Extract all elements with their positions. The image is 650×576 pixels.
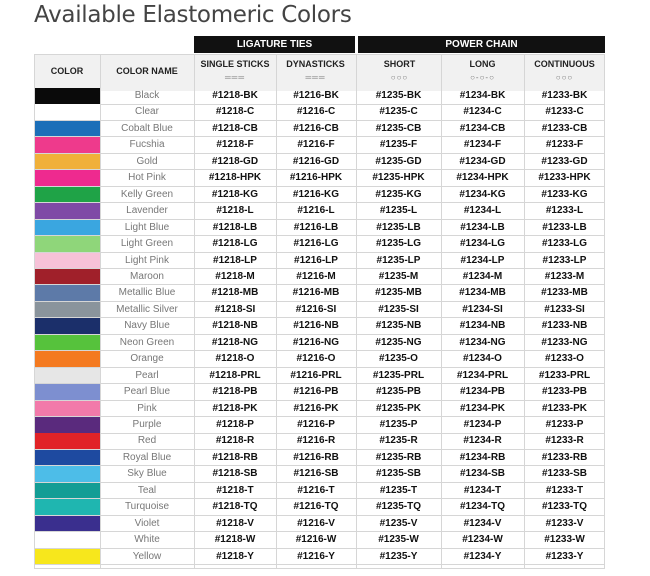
code-single-sticks: #1218-SI <box>214 303 256 315</box>
code-single-sticks: #1218-O <box>215 353 255 365</box>
color-name: Royal Blue <box>122 451 172 463</box>
code-long: #1234-NG <box>459 336 506 348</box>
code-dynasticks: #1216-NB <box>293 320 339 332</box>
column-divider <box>100 54 101 569</box>
code-dynasticks: #1216-M <box>296 270 336 282</box>
code-single-sticks: #1218-CB <box>212 122 258 134</box>
code-dynasticks: #1216-MB <box>292 287 340 299</box>
color-name: Sky Blue <box>127 468 167 480</box>
code-single-sticks: #1218-HPK <box>208 172 262 184</box>
header-color-name-label: COLOR NAME <box>116 66 178 76</box>
code-short: #1235-C <box>379 106 418 118</box>
code-continuous: #1233-HPK <box>538 172 591 184</box>
header-dynasticks-label: DYNASTICKS <box>286 59 345 69</box>
color-name: Hot Pink <box>128 172 166 184</box>
code-dynasticks: #1216-CB <box>293 122 339 134</box>
code-continuous: #1233-TQ <box>541 501 588 513</box>
color-name: Cobalt Blue <box>121 122 173 134</box>
column-divider <box>356 54 357 569</box>
header-single-sticks-label: SINGLE STICKS <box>200 59 270 69</box>
code-continuous: #1233-PB <box>541 386 588 398</box>
code-dynasticks: #1216-V <box>297 517 335 529</box>
color-name: Fucshia <box>129 139 165 151</box>
code-long: #1234-R <box>463 435 502 447</box>
code-dynasticks: #1216-KG <box>292 188 340 200</box>
column-divider <box>524 54 525 569</box>
code-continuous: #1233-LB <box>542 221 587 233</box>
code-short: #1235-P <box>379 419 418 430</box>
code-long: #1234-F <box>463 139 502 151</box>
header-color-label: COLOR <box>50 66 84 76</box>
code-short: #1235-GD <box>375 155 422 167</box>
code-single-sticks: #1218-RB <box>212 451 258 463</box>
code-continuous: #1233-GD <box>541 155 588 167</box>
code-dynasticks: #1216-SI <box>295 303 337 315</box>
code-continuous: #1233-W <box>544 534 585 546</box>
color-name: Orange <box>130 353 164 365</box>
code-single-sticks: #1218-C <box>215 106 255 118</box>
color-name: Navy Blue <box>124 320 170 332</box>
code-single-sticks: #1218-P <box>216 419 254 430</box>
color-name: Purple <box>132 419 162 430</box>
code-single-sticks: #1218-Y <box>216 550 254 562</box>
code-single-sticks: #1218-M <box>215 270 255 282</box>
code-single-sticks: #1218-NB <box>212 320 258 332</box>
code-short: #1235-MB <box>375 287 422 299</box>
code-long: #1234-V <box>463 517 502 529</box>
code-continuous: #1233-M <box>544 270 585 282</box>
code-single-sticks: #1218-KG <box>211 188 259 200</box>
code-short: #1235-NG <box>375 336 422 348</box>
code-dynasticks: #1216-HPK <box>289 172 343 184</box>
color-name: Light Pink <box>125 254 169 266</box>
code-single-sticks: #1218-F <box>216 139 254 151</box>
code-continuous: #1233-F <box>545 139 584 151</box>
code-dynasticks: #1216-GD <box>292 155 340 167</box>
code-continuous: #1233-NB <box>541 320 588 332</box>
code-single-sticks: #1218-SB <box>212 468 258 480</box>
code-single-sticks: #1218-BK <box>212 90 258 101</box>
code-short: #1235-O <box>379 353 418 365</box>
code-dynasticks: #1216-C <box>296 106 336 118</box>
code-long: #1234-TQ <box>459 501 506 513</box>
code-dynasticks: #1216-F <box>297 139 335 151</box>
code-continuous: #1233-Y <box>545 550 584 562</box>
color-name: Clear <box>135 106 159 118</box>
code-dynasticks: #1216-Y <box>297 550 335 562</box>
code-continuous: #1233-SI <box>544 303 585 315</box>
code-single-sticks: #1218-T <box>216 484 254 496</box>
code-dynasticks: #1216-TQ <box>293 501 339 513</box>
color-name: Turquoise <box>124 501 170 513</box>
code-long: #1234-MB <box>459 287 506 299</box>
code-short: #1235-L <box>379 205 418 217</box>
code-short: #1235-NB <box>375 320 422 332</box>
code-continuous: #1233-PRL <box>538 369 591 381</box>
code-short: #1235-T <box>379 484 418 496</box>
code-continuous: #1233-O <box>545 353 584 365</box>
code-dynasticks: #1216-T <box>297 484 335 496</box>
long-chain-icon: ○-○-○ <box>470 73 495 82</box>
color-name: Light Blue <box>124 221 170 233</box>
code-long: #1234-C <box>463 106 502 118</box>
code-long: #1234-W <box>462 534 503 546</box>
code-long: #1234-BK <box>459 90 506 101</box>
code-single-sticks: #1218-TQ <box>212 501 258 513</box>
code-single-sticks: #1218-V <box>216 517 254 529</box>
code-long: #1234-RB <box>459 451 506 463</box>
table-border <box>34 54 605 569</box>
color-name: Metallic Blue <box>118 287 176 299</box>
code-dynasticks: #1216-RB <box>293 451 339 463</box>
color-name: Violet <box>134 517 160 529</box>
code-short: #1235-SB <box>375 468 422 480</box>
code-dynasticks: #1216-NG <box>292 336 340 348</box>
code-short: #1235-F <box>379 139 418 151</box>
code-continuous: #1233-PK <box>541 402 588 414</box>
code-short: #1235-BK <box>375 90 422 101</box>
code-continuous: #1233-SB <box>541 468 588 480</box>
code-short: #1235-V <box>379 517 418 529</box>
code-continuous: #1233-P <box>545 419 584 430</box>
code-short: #1235-CB <box>375 122 422 134</box>
code-single-sticks: #1218-LB <box>212 221 258 233</box>
color-name: Gold <box>136 155 158 167</box>
color-name: Lavender <box>126 205 168 217</box>
color-name: Light Green <box>120 238 174 250</box>
code-short: #1235-R <box>379 435 418 447</box>
code-long: #1234-NB <box>459 320 506 332</box>
code-long: #1234-PRL <box>456 369 509 381</box>
code-continuous: #1233-BK <box>541 90 588 101</box>
code-short: #1235-LP <box>376 254 421 266</box>
color-name: Black <box>134 90 160 101</box>
code-long: #1234-LP <box>460 254 505 266</box>
code-long: #1234-T <box>463 484 502 496</box>
code-short: #1235-SI <box>378 303 419 315</box>
code-single-sticks: #1218-GD <box>211 155 259 167</box>
page-title: Available Elastomeric Colors <box>34 2 352 28</box>
color-name: Pearl <box>135 369 159 381</box>
code-dynasticks: #1216-PB <box>293 386 339 398</box>
dynastick-icon: ═══ <box>305 73 326 82</box>
code-single-sticks: #1218-PB <box>212 386 258 398</box>
ligature-ties-group-header: LIGATURE TIES <box>194 36 355 53</box>
code-single-sticks: #1218-R <box>215 435 255 447</box>
code-long: #1234-HPK <box>456 172 509 184</box>
color-name: Kelly Green <box>120 188 174 200</box>
code-continuous: #1233-NG <box>541 336 588 348</box>
code-continuous: #1233-KG <box>541 188 588 200</box>
code-continuous: #1233-C <box>545 106 584 118</box>
code-dynasticks: #1216-L <box>297 205 335 217</box>
code-long: #1234-O <box>463 353 502 365</box>
code-short: #1235-PK <box>375 402 422 414</box>
code-long: #1234-GD <box>459 155 506 167</box>
code-short: #1235-PB <box>375 386 422 398</box>
code-single-sticks: #1218-LG <box>212 238 258 250</box>
short-chain-icon: ○○○ <box>390 73 409 82</box>
code-long: #1234-LG <box>459 238 506 250</box>
color-name: White <box>134 534 160 546</box>
code-long: #1234-SB <box>459 468 506 480</box>
code-dynasticks: #1216-PRL <box>290 369 342 381</box>
code-continuous: #1233-MB <box>541 287 588 299</box>
code-single-sticks: #1218-MB <box>211 287 259 299</box>
code-single-sticks: #1218-LP <box>213 254 257 266</box>
code-dynasticks: #1216-W <box>295 534 337 546</box>
code-long: #1234-L <box>463 205 502 217</box>
code-short: #1235-PRL <box>372 369 425 381</box>
color-name: Red <box>137 435 157 447</box>
code-short: #1235-RB <box>375 451 422 463</box>
code-dynasticks: #1216-R <box>296 435 336 447</box>
code-continuous: #1233-V <box>545 517 584 529</box>
column-divider <box>441 54 442 569</box>
code-short: #1235-LB <box>376 221 421 233</box>
code-continuous: #1233-L <box>545 205 584 217</box>
code-short: #1235-M <box>378 270 419 282</box>
column-divider <box>194 54 195 569</box>
color-name: Pink <box>137 402 157 414</box>
code-dynasticks: #1216-LB <box>293 221 339 233</box>
header-short-label: SHORT <box>383 59 416 69</box>
code-continuous: #1233-R <box>545 435 584 447</box>
color-name: Maroon <box>130 270 164 282</box>
code-dynasticks: #1216-LP <box>294 254 338 266</box>
code-dynasticks: #1216-BK <box>293 90 339 101</box>
code-short: #1235-W <box>378 534 419 546</box>
power-chain-group-header: POWER CHAIN <box>358 36 605 53</box>
code-long: #1234-PB <box>459 386 506 398</box>
code-long: #1234-SI <box>462 303 503 315</box>
code-long: #1234-P <box>463 419 502 430</box>
code-dynasticks: #1216-PK <box>293 402 339 414</box>
column-divider <box>276 54 277 569</box>
code-long: #1234-CB <box>459 122 506 134</box>
code-long: #1234-KG <box>459 188 506 200</box>
code-short: #1235-HPK <box>372 172 425 184</box>
code-long: #1234-M <box>462 270 503 282</box>
code-continuous: #1233-LP <box>542 254 587 266</box>
code-continuous: #1233-LG <box>541 238 588 250</box>
code-dynasticks: #1216-P <box>297 419 335 430</box>
color-name: Teal <box>137 484 157 496</box>
code-short: #1235-LG <box>375 238 422 250</box>
code-short: #1235-TQ <box>375 501 422 513</box>
code-single-sticks: #1218-NG <box>211 336 259 348</box>
header-long-label: LONG <box>469 59 496 69</box>
code-short: #1235-KG <box>375 188 422 200</box>
code-dynasticks: #1216-SB <box>293 468 339 480</box>
code-single-sticks: #1218-W <box>214 534 256 546</box>
continuous-chain-icon: ○○○ <box>555 73 574 82</box>
color-name: Pearl Blue <box>123 386 171 398</box>
header-continuous-label: CONTINUOUS <box>534 59 595 69</box>
code-single-sticks: #1218-L <box>216 205 254 217</box>
code-dynasticks: #1216-LG <box>293 238 339 250</box>
code-long: #1234-PK <box>459 402 506 414</box>
color-name: Yellow <box>132 550 162 562</box>
code-long: #1234-LB <box>460 221 505 233</box>
code-dynasticks: #1216-O <box>296 353 336 365</box>
code-long: #1234-Y <box>463 550 502 562</box>
color-name: Neon Green <box>119 336 175 348</box>
code-continuous: #1233-RB <box>541 451 588 463</box>
code-short: #1235-Y <box>379 550 418 562</box>
single-stick-icon: ═══ <box>224 73 245 82</box>
code-continuous: #1233-CB <box>541 122 588 134</box>
code-continuous: #1233-T <box>545 484 584 496</box>
code-single-sticks: #1218-PRL <box>209 369 261 381</box>
color-name: Metallic Silver <box>116 303 178 315</box>
code-single-sticks: #1218-PK <box>212 402 258 414</box>
